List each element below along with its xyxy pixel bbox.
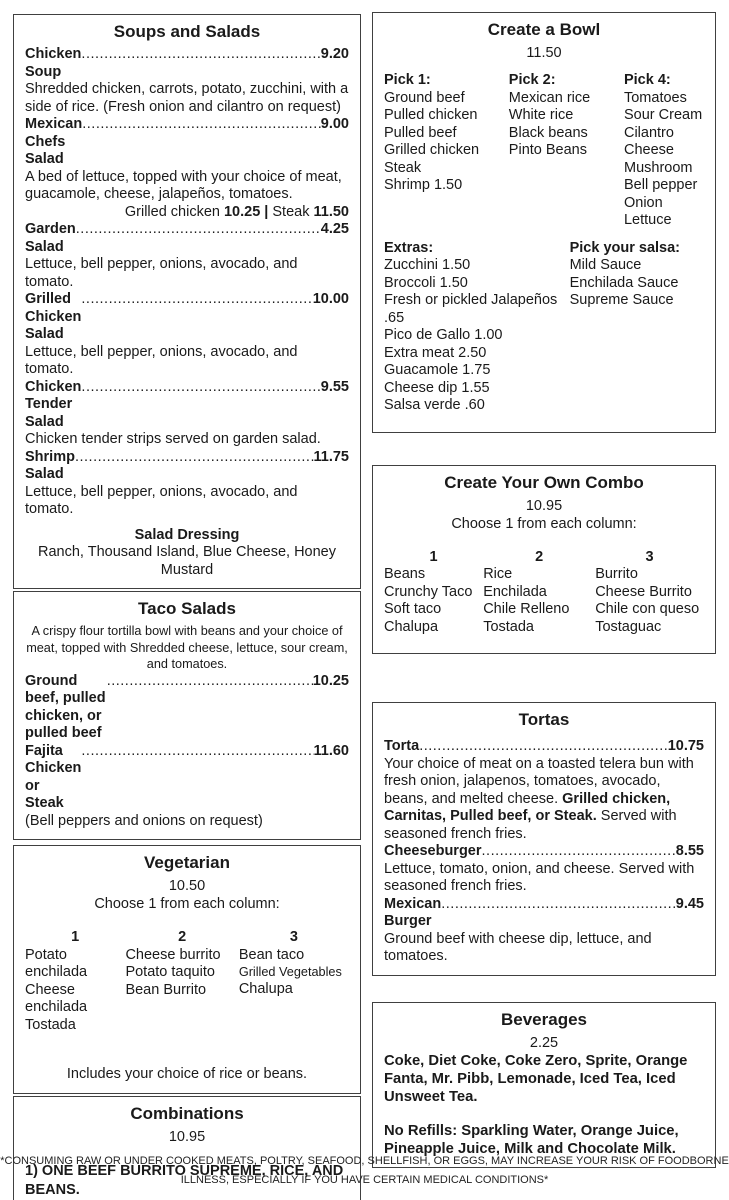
item-price: 10.00 [312, 291, 349, 307]
choose-instruction: Choose 1 from each column: [94, 896, 280, 912]
item-price-row [25, 449, 349, 484]
description-bold-text: Grilled chicken, Carnitas, Pulled beef, or Steak. [384, 790, 671, 824]
column-item: Crunchy Taco [384, 583, 473, 600]
item-name: Chicken Tender Salad [25, 378, 82, 430]
dot-leader [81, 379, 320, 397]
column-header: 1 [429, 548, 438, 565]
pick4-column [624, 72, 704, 230]
section-price: 2.25 [529, 1034, 559, 1051]
item-name: Mexican Chefs Salad [25, 116, 83, 167]
item-price-row [384, 843, 704, 861]
column-item: Salsa verde .60 [384, 397, 485, 413]
dot-leader [81, 743, 313, 761]
item-price-row [25, 673, 349, 743]
item-price-row [25, 379, 349, 432]
item-price: 9.55 [320, 378, 349, 395]
item-price-row [384, 738, 704, 756]
variant-label: Steak [268, 203, 314, 220]
menu-item-mexican-burger [384, 896, 704, 966]
column-header: 2 [535, 548, 544, 565]
beverage-list: Coke, Diet Coke, Coke Zero, Sprite, Orange Fanta, Mr. Pibb, Lemonade, Iced Tea, Iced Unsweet Tea. [384, 1052, 688, 1105]
menu-item-torta [384, 738, 704, 843]
item-price: 10.25 [312, 672, 349, 689]
right-column [372, 12, 716, 1168]
item-price-row [25, 743, 349, 813]
item-description: A bed of lettuce, topped with your choice of meat, guacamole, cheese, jalapeños, tomatoes. [25, 168, 342, 202]
salad-dressing-options: Ranch, Thousand Island, Blue Cheese, Honey Mustard [38, 544, 336, 578]
health-disclaimer [0, 1152, 729, 1190]
left-column [13, 14, 361, 1200]
column-header: 2 [178, 929, 187, 945]
dot-leader [419, 738, 668, 756]
column-item: Mild Sauce [569, 257, 642, 273]
no-refills-list: No Refills: Sparkling Water, Orange Juice, Pineapple Juice, Milk and Chocolate Milk. [384, 1122, 679, 1157]
item-name: Mexican Burger [384, 895, 442, 929]
disclaimer-line-2: ILLNESS, ESPECIALLY IF YOU HAVE CERTAIN MEDICAL CONDITIONS* [180, 1174, 549, 1186]
section-vegetarian [13, 845, 361, 1094]
column-item: Broccoli 1.50 [384, 274, 468, 291]
section-footer-note: Includes your choice of rice or beans. [66, 1066, 308, 1082]
dot-leader [482, 843, 676, 861]
column-item: Cilantro [623, 124, 674, 141]
item-name: Fajita Chicken or Steak [25, 742, 82, 811]
spacer [384, 415, 704, 423]
dot-leader [81, 291, 312, 309]
item-name: Garden Salad [25, 221, 76, 255]
menu-item-grilled-chicken-salad [25, 291, 349, 379]
combo-column-3 [595, 549, 704, 637]
vegetarian-column-3 [239, 929, 349, 1034]
column-item: Mushroom [623, 159, 693, 176]
column-header: Pick 4: [623, 72, 671, 88]
item-price-row [384, 896, 704, 931]
spacer [25, 913, 349, 929]
item-price: 11.60 [313, 742, 349, 759]
column-item: Onion [623, 194, 663, 211]
section-taco-salads [13, 591, 361, 840]
column-item: Chalupa [238, 980, 293, 997]
variant-price: 10.25 | [223, 203, 269, 220]
section-price: 10.95 [525, 497, 563, 514]
combination-item: 1) ONE BEEF BURRITO SUPREME, RICE, AND BEANS. [25, 1162, 344, 1198]
item-price: 4.25 [320, 221, 349, 237]
section-price: 10.50 [168, 878, 206, 894]
item-name: Cheeseburger [384, 843, 482, 859]
item-price: 11.75 [313, 448, 349, 465]
column-item: Grilled chicken [384, 142, 480, 158]
item-name: Ground beef, pulled chicken, or pulled beef [25, 672, 106, 741]
item-variant-pricing [25, 204, 349, 222]
combo-columns [384, 549, 704, 637]
item-price: 9.20 [320, 46, 349, 62]
column-item: Rice [483, 566, 513, 582]
salsa-column [570, 240, 704, 415]
section-price: 11.50 [526, 45, 562, 61]
column-item: Mexican rice [508, 89, 591, 106]
column-item: Grilled Vegetables [238, 965, 342, 979]
spacer [25, 1050, 349, 1066]
combo-column-1 [384, 549, 483, 637]
dot-leader [81, 46, 320, 64]
menu-item-cheeseburger [384, 843, 704, 896]
item-description: Shredded chicken, carrots, potato, zucchini, with a side of rice. (Fresh onion and cilantro on request) [25, 81, 349, 115]
combo-column-2 [483, 549, 595, 637]
column-item: Bean taco [238, 946, 305, 963]
column-item: Shrimp 1.50 [384, 177, 463, 193]
spacer [384, 533, 704, 549]
item-price: 8.55 [675, 843, 704, 859]
column-header: 3 [289, 929, 298, 945]
column-item: Tostaguac [595, 618, 662, 635]
dot-leader [75, 449, 314, 467]
dot-leader [107, 673, 313, 691]
spacer [384, 62, 704, 72]
column-item: Sour Cream [623, 107, 703, 123]
column-item: Zucchini 1.50 [384, 257, 471, 273]
item-name: Shrimp Salad [25, 448, 75, 482]
column-item: Pinto Beans [508, 142, 587, 158]
section-create-your-own-combo [372, 465, 716, 655]
extras-column [384, 240, 570, 415]
choose-instruction: Choose 1 from each column: [451, 515, 637, 532]
column-item: Chile Relleno [483, 601, 570, 617]
section-title: Create a Bowl [487, 20, 601, 39]
item-description [384, 756, 704, 844]
spacer [25, 519, 349, 527]
vegetarian-column-1 [25, 929, 125, 1034]
column-item: Cheese burrito [125, 946, 221, 963]
column-item: Fresh or pickled Jalapeños .65 [384, 292, 558, 326]
menu-item-garden-salad [25, 221, 349, 291]
section-title: Vegetarian [144, 853, 230, 872]
column-item: Black beans [508, 124, 588, 141]
dot-leader [441, 896, 676, 914]
description-text: Your choice of meat on a toasted telera bun with fresh onion, jalapenos, tomatoes, avocado, beans, and melted cheese. [384, 755, 694, 807]
item-price: 9.45 [675, 895, 704, 912]
column-item: Supreme Sauce [569, 292, 674, 308]
menu-item-chicken-soup [25, 46, 349, 116]
column-item: Tostada [25, 1016, 76, 1033]
item-description: Lettuce, tomato, onion, and cheese. Served with seasoned french fries. [384, 860, 695, 894]
section-description: A crispy flour tortilla bowl with beans and your choice of meat, topped with Shredded cheese, lettuce, sour cream, and tomatoes. [26, 624, 348, 671]
column-item: Steak [384, 159, 422, 176]
spacer [384, 636, 704, 644]
column-header: 3 [645, 548, 654, 565]
bowl-pick-columns [384, 72, 704, 230]
column-item: Cheese enchilada [25, 981, 88, 1015]
dot-leader [82, 116, 321, 134]
spacer [25, 1034, 349, 1050]
column-item: Enchilada Sauce [569, 274, 679, 291]
column-item: Tomatoes [623, 89, 687, 106]
item-name: Torta [384, 738, 420, 754]
item-description: Lettuce, bell pepper, onions, avocado, and tomato. [25, 256, 298, 290]
item-name: Grilled Chicken Salad [25, 291, 82, 342]
section-tortas [372, 702, 716, 976]
item-description: Lettuce, bell pepper, onions, avocado, and tomato. [25, 343, 298, 377]
section-title: Create Your Own Combo [444, 472, 644, 492]
column-item: Chile con queso [595, 601, 700, 617]
vegetarian-column-2 [125, 929, 238, 1034]
section-title: Soups and Salads [113, 22, 261, 41]
pick1-column [384, 72, 509, 230]
section-title: Beverages [500, 1009, 587, 1029]
column-item: Lettuce [623, 212, 672, 228]
column-header: Extras: [384, 239, 434, 256]
item-description: Lettuce, bell pepper, onions, avocado, and tomato. [25, 483, 298, 517]
column-item: Bell pepper [623, 177, 698, 193]
column-header: 1 [71, 929, 80, 945]
menu-item-shrimp-salad [25, 449, 349, 519]
section-note: (Bell peppers and onions on request) [25, 812, 263, 829]
item-description: Ground beef with cheese dip, lettuce, and tomatoes. [384, 930, 652, 964]
column-item: Guacamole 1.75 [384, 362, 491, 378]
column-item: Cheese [623, 142, 674, 158]
column-item: Soft taco [384, 601, 442, 617]
column-item: Chalupa [384, 618, 439, 635]
item-description: Chicken tender strips served on garden salad. [25, 431, 321, 447]
variant-price: 11.50 [313, 203, 349, 220]
column-header: Pick your salsa: [569, 239, 681, 256]
item-price-row [25, 291, 349, 344]
column-item: Burrito [595, 566, 638, 582]
column-item: Potato enchilada [25, 946, 88, 980]
description-text: Served with seasoned french fries. [384, 808, 677, 842]
column-item: Tostada [483, 618, 534, 635]
spacer [384, 230, 704, 240]
section-title: Combinations [130, 1103, 244, 1123]
column-item: Pico de Gallo 1.00 [384, 327, 503, 343]
item-price-row [25, 46, 349, 81]
item-price: 9.00 [320, 116, 349, 132]
pick2-column [509, 72, 624, 230]
dot-leader [76, 221, 321, 239]
column-item: Cheese Burrito [595, 583, 692, 600]
section-price: 10.95 [168, 1128, 206, 1145]
section-create-a-bowl [372, 12, 716, 433]
column-item: Pulled chicken [384, 107, 478, 123]
menu-item-chicken-tender-salad [25, 379, 349, 449]
item-name: Chicken Soup [25, 46, 82, 80]
column-item: Beans [384, 566, 426, 582]
bowl-extras-columns [384, 240, 704, 415]
disclaimer-line-1: *CONSUMING RAW OR UNDER COOKED MEATS, POLTRY, SEAFOOD, SHELLFISH, OR EGGS, MAY INCREASE YOUR RISK OF FOODBORNE [0, 1155, 729, 1167]
menu-item-mexican-chefs-salad [25, 116, 349, 221]
column-item: Cheese dip 1.55 [384, 379, 490, 396]
item-price-row [25, 116, 349, 169]
column-header: Pick 1: [384, 72, 431, 88]
column-item: Pulled beef [384, 124, 457, 141]
variant-label: Grilled chicken [124, 203, 224, 220]
column-header: Pick 2: [508, 72, 556, 88]
spacer [384, 1106, 704, 1122]
item-price: 10.75 [667, 738, 704, 754]
column-item: Enchilada [483, 583, 547, 600]
column-item: Extra meat 2.50 [384, 344, 487, 361]
column-item: Ground beef [384, 89, 465, 106]
column-item: White rice [508, 107, 574, 123]
column-item: Bean Burrito [125, 981, 207, 998]
section-beverages [372, 1002, 716, 1168]
salad-dressing-title: Salad Dressing [134, 526, 240, 543]
section-title: Taco Salads [138, 599, 236, 618]
vegetarian-columns [25, 929, 349, 1034]
section-soups-and-salads [13, 14, 361, 589]
section-title: Tortas [518, 710, 570, 729]
column-item: Potato taquito [125, 964, 215, 980]
item-price-row [25, 221, 349, 256]
